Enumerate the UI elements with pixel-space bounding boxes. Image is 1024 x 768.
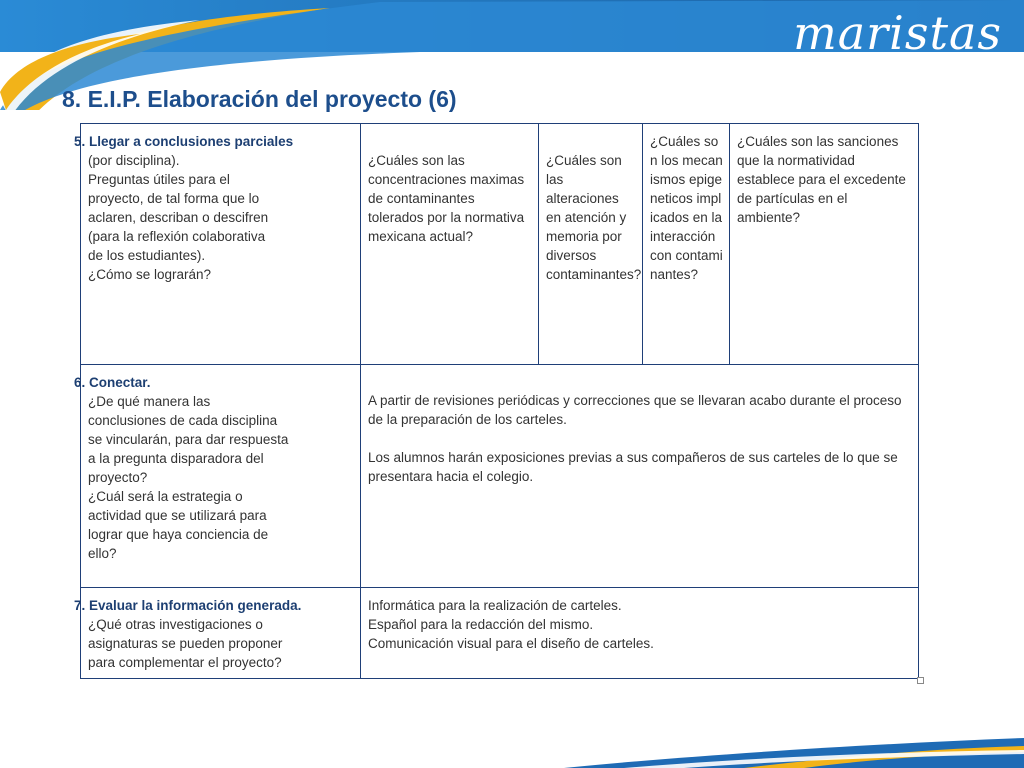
question-cell xyxy=(539,124,643,365)
row-5-line: aclaren, describan o descifren xyxy=(88,210,269,225)
row-6-line: conclusiones de cada disciplina xyxy=(88,413,278,428)
row-5-line: (para la reflexión colaborativa xyxy=(88,229,266,244)
table-row xyxy=(81,365,919,588)
row-6-line: lograr que haya conciencia de xyxy=(88,527,269,542)
row-7-line: ¿Qué otras investigaciones o xyxy=(88,617,263,632)
question-text: ¿Cuáles son los mecanismos epigeneticos implicados en la interacción con contaminantes? xyxy=(650,134,723,282)
row-5-line: proyecto, de tal forma que lo xyxy=(88,191,260,206)
row-7-line: para complementar el proyecto? xyxy=(88,655,282,670)
row-7-label-cell xyxy=(74,588,361,679)
row-5-line: de los estudiantes). xyxy=(88,248,206,263)
project-table xyxy=(74,123,919,679)
row-7-answer-cell xyxy=(361,588,919,679)
row-6-answer-cell xyxy=(361,365,919,588)
answer-paragraph: Los alumnos harán exposiciones previas a sus compañeros de sus carteles de lo que se presentara hacia el colegio. xyxy=(368,450,898,484)
row-6-line: actividad que se utilizará para xyxy=(88,508,267,523)
question-cell xyxy=(643,124,730,365)
row-6-line: ¿Cuál será la estrategia o xyxy=(88,489,243,504)
row-6-line: ello? xyxy=(88,546,117,561)
answer-line: Informática para la realización de carteles. xyxy=(368,598,622,613)
row-6-heading: 6. Conectar. xyxy=(74,375,151,390)
table-row xyxy=(81,124,919,365)
resize-handle[interactable] xyxy=(917,677,924,684)
row-6-line: se vincularán, para dar respuesta xyxy=(88,432,289,447)
answer-line: Comunicación visual para el diseño de carteles. xyxy=(368,636,654,651)
row-5-label-cell xyxy=(74,124,361,365)
question-cell xyxy=(361,124,539,365)
answer-paragraph: A partir de revisiones periódicas y correcciones que se llevaran acabo durante el proceso de la preparación de los carteles. xyxy=(368,393,902,427)
question-text: ¿Cuáles son las sanciones que la normatividad establece para el excedente de partículas en el ambiente? xyxy=(737,134,906,225)
row-6-line: ¿De qué manera las xyxy=(88,394,211,409)
table-row xyxy=(81,588,919,679)
row-7-heading: 7. Evaluar la información generada. xyxy=(74,598,302,613)
row-6-label-cell xyxy=(74,365,361,588)
row-5-line: (por disciplina). xyxy=(88,153,180,168)
footer-swoosh xyxy=(564,732,1024,768)
slide-title: 8. E.I.P. Elaboración del proyecto (6) xyxy=(62,86,457,112)
row-6-line: proyecto? xyxy=(88,470,148,485)
row-6-line: a la pregunta disparadora del xyxy=(88,451,264,466)
row-5-heading: 5. Llegar a conclusiones parciales xyxy=(74,134,294,149)
question-cell xyxy=(730,124,919,365)
question-text: ¿Cuáles son las alteraciones en atención y memoria por diversos contaminantes? xyxy=(546,153,642,282)
maristas-logo: maristas xyxy=(793,6,1002,60)
answer-line: Español para la redacción del mismo. xyxy=(368,617,594,632)
question-text: ¿Cuáles son las concentraciones maximas de contaminantes tolerados por la normativa mexicana actual? xyxy=(368,153,525,244)
row-5-line: Preguntas útiles para el xyxy=(88,172,230,187)
row-5-line: ¿Cómo se lograrán? xyxy=(88,267,212,282)
row-7-line: asignaturas se pueden proponer xyxy=(88,636,283,651)
